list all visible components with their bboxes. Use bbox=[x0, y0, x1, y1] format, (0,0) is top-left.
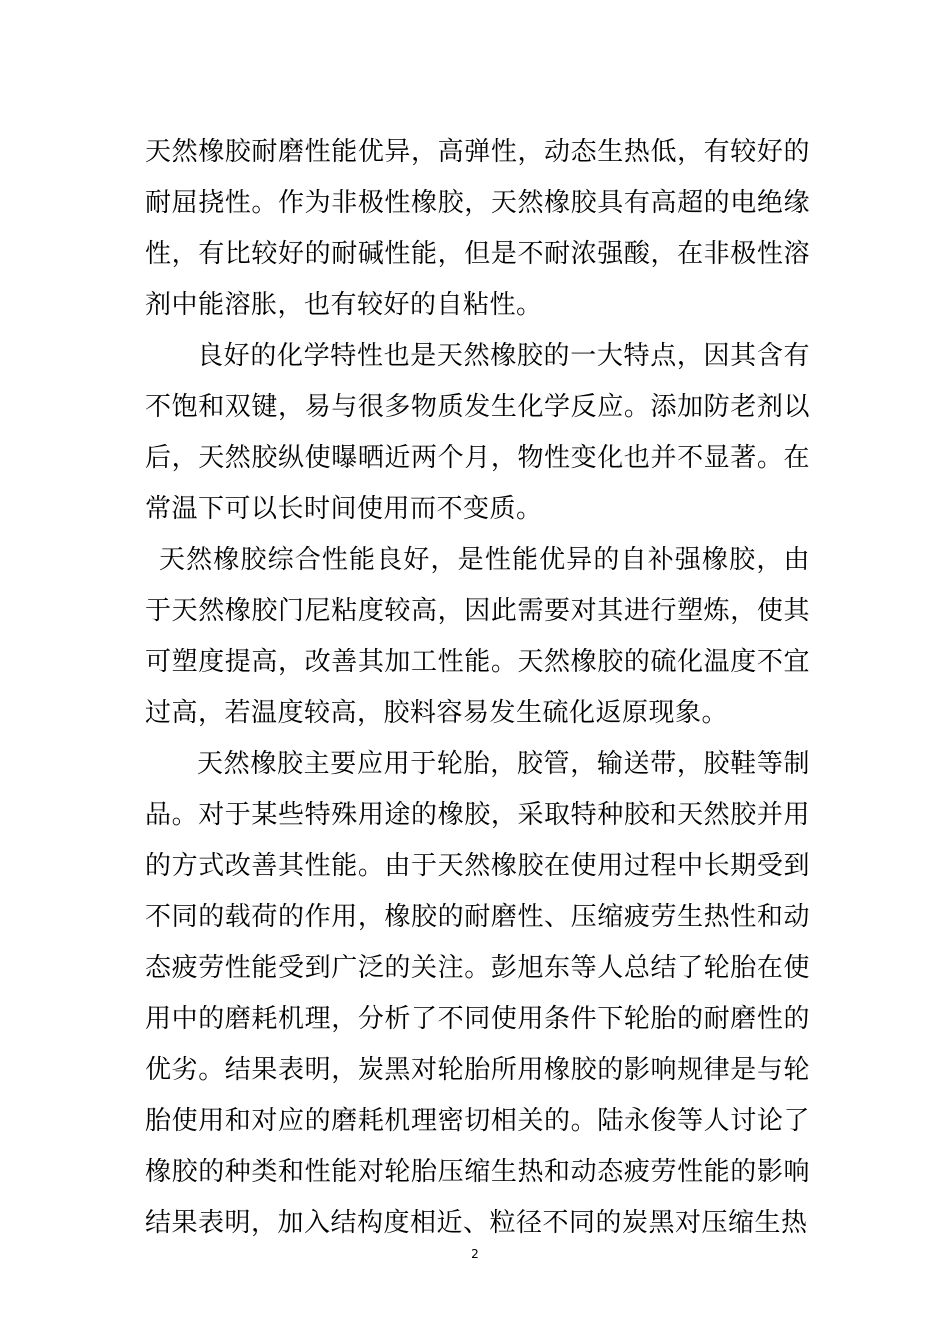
body-text bbox=[145, 127, 810, 1249]
paragraph-1: 天然橡胶耐磨性能优异，高弹性，动态生热低，有较好的耐屈挠性。作为非极性橡胶，天然橡胶具有高超的电绝缘性，有比较好的耐碱性能，但是不耐浓强酸，在非极性溶剂中能溶胀，也有较好的自粘性。 bbox=[145, 137, 810, 320]
paragraph-3: 天然橡胶综合性能良好，是性能优异的自补强橡胶，由于天然橡胶门尼粘度较高，因此需要对其进行塑炼，使其可塑度提高，改善其加工性能。天然橡胶的硫化温度不宜过高，若温度较高，胶料容易发生硫化返原现象。 bbox=[145, 545, 810, 728]
page-number: 2 bbox=[471, 1247, 479, 1261]
paragraph-4: 天然橡胶主要应用于轮胎，胶管，输送带，胶鞋等制品。对于某些特殊用途的橡胶，采取特种胶和天然胶并用的方式改善其性能。由于天然橡胶在使用过程中长期受到不同的载荷的作用，橡胶的耐磨性、压缩疲劳生热性和动态疲劳性能受到广泛的关注。彭旭东等人总结了轮胎在使用中的磨耗机理，分析了不同使用条件下轮胎的耐磨性的优劣。结果表明，炭黑对轮胎所用橡胶的影响规律是与轮胎使用和对应的磨耗机理密切相关的。陆永俊等人讨论了橡胶的种类和性能对轮胎压缩生热和动态疲劳性能的影响结果表明，加入结构度相近、粒径不同的炭黑对压缩生热 bbox=[145, 749, 810, 1238]
paragraph-2: 良好的化学特性也是天然橡胶的一大特点，因其含有不饱和双键，易与很多物质发生化学反应。添加防老剂以后，天然胶纵使曝晒近两个月，物性变化也并不显著。在常温下可以长时间使用而不变质。 bbox=[145, 341, 810, 524]
